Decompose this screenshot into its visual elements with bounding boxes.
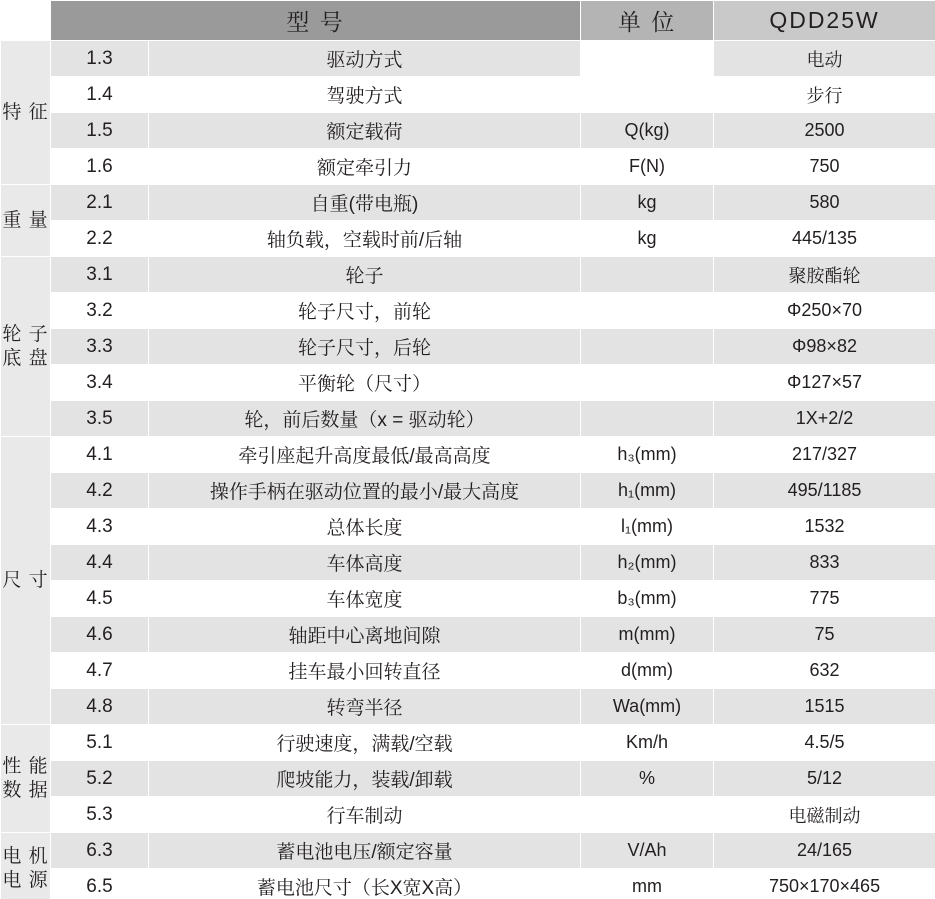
- table-row: [1, 617, 935, 653]
- row-value: 1532: [714, 509, 935, 545]
- row-description: 操作手柄在驱动位置的最小/最大高度: [149, 473, 581, 509]
- row-value: 833: [714, 545, 935, 581]
- row-description: 爬坡能力，装载/卸载: [149, 761, 581, 797]
- row-description: 自重(带电瓶): [149, 185, 581, 221]
- row-description: 挂车最小回转直径: [149, 653, 581, 689]
- row-number: 4.5: [51, 581, 149, 617]
- group-label-wheels: 轮 子 底 盘: [1, 257, 51, 437]
- row-value: 580: [714, 185, 935, 221]
- row-number: 1.3: [51, 41, 149, 77]
- group-label-performance: 性 能 数 据: [1, 725, 51, 833]
- row-unit: Q(kg): [581, 113, 714, 149]
- row-value: Φ127×57: [714, 365, 935, 401]
- row-value: 电磁制动: [714, 797, 935, 833]
- row-description: 车体宽度: [149, 581, 581, 617]
- row-value: Φ98×82: [714, 329, 935, 365]
- table-row: [1, 833, 935, 869]
- row-number: 3.3: [51, 329, 149, 365]
- row-unit: V/Ah: [581, 833, 714, 869]
- table-row: [1, 437, 935, 473]
- row-unit: mm: [581, 869, 714, 899]
- row-number: 1.4: [51, 77, 149, 113]
- row-description: 轴负载，空载时前/后轴: [149, 221, 581, 257]
- row-number: 4.2: [51, 473, 149, 509]
- row-unit: [581, 257, 714, 293]
- row-value: 聚胺酯轮: [714, 257, 935, 293]
- row-number: 3.2: [51, 293, 149, 329]
- table-row: [1, 293, 935, 329]
- table-row: [1, 221, 935, 257]
- table-row: [1, 41, 935, 77]
- group-label-features: 特 征: [1, 41, 51, 185]
- row-number: 6.3: [51, 833, 149, 869]
- table-row: [1, 257, 935, 293]
- table-row: [1, 473, 935, 509]
- row-description: 额定载荷: [149, 113, 581, 149]
- row-description: 额定牵引力: [149, 149, 581, 185]
- row-unit: h₂(mm): [581, 545, 714, 581]
- row-value: 24/165: [714, 833, 935, 869]
- row-description: 牵引座起升高度最低/最高高度: [149, 437, 581, 473]
- row-number: 2.2: [51, 221, 149, 257]
- row-description: 转弯半径: [149, 689, 581, 725]
- row-description: 总体长度: [149, 509, 581, 545]
- table-row: [1, 725, 935, 761]
- row-number: 3.5: [51, 401, 149, 437]
- table-row: [1, 761, 935, 797]
- row-number: 3.1: [51, 257, 149, 293]
- row-number: 4.7: [51, 653, 149, 689]
- row-description: 蓄电池尺寸（长X宽X高）: [149, 869, 581, 899]
- row-description: 驾驶方式: [149, 77, 581, 113]
- row-unit: [581, 797, 714, 833]
- row-value: 5/12: [714, 761, 935, 797]
- row-description: 轮子尺寸，前轮: [149, 293, 581, 329]
- table-header-row: [1, 1, 935, 41]
- header-blank-cell: [1, 1, 51, 41]
- row-value: 217/327: [714, 437, 935, 473]
- row-unit: [581, 77, 714, 113]
- header-unit: 单 位: [581, 1, 714, 41]
- row-value: 632: [714, 653, 935, 689]
- table-row: [1, 545, 935, 581]
- row-value: 750: [714, 149, 935, 185]
- row-unit: F(N): [581, 149, 714, 185]
- row-value: 1X+2/2: [714, 401, 935, 437]
- group-label-motor: 电 机 电 源: [1, 833, 51, 899]
- row-unit: h₃(mm): [581, 437, 714, 473]
- table-row: [1, 689, 935, 725]
- row-value: 电动: [714, 41, 935, 77]
- row-value: 775: [714, 581, 935, 617]
- group-label-weight: 重 量: [1, 185, 51, 257]
- row-description: 行车制动: [149, 797, 581, 833]
- row-value: 2500: [714, 113, 935, 149]
- header-product: QDD25W: [714, 1, 935, 41]
- row-unit: m(mm): [581, 617, 714, 653]
- group-label-dimensions: 尺 寸: [1, 437, 51, 725]
- row-number: 5.1: [51, 725, 149, 761]
- row-unit: %: [581, 761, 714, 797]
- row-unit: Km/h: [581, 725, 714, 761]
- row-value: 1515: [714, 689, 935, 725]
- row-value: 445/135: [714, 221, 935, 257]
- row-description: 轴距中心离地间隙: [149, 617, 581, 653]
- table-row: [1, 509, 935, 545]
- row-unit: l₁(mm): [581, 509, 714, 545]
- row-description: 轮子: [149, 257, 581, 293]
- row-unit: [581, 329, 714, 365]
- row-description: 轮，前后数量（x = 驱动轮）: [149, 401, 581, 437]
- row-unit: [581, 365, 714, 401]
- row-unit: kg: [581, 185, 714, 221]
- row-number: 2.1: [51, 185, 149, 221]
- row-unit: b₃(mm): [581, 581, 714, 617]
- row-unit: [581, 293, 714, 329]
- row-description: 轮子尺寸，后轮: [149, 329, 581, 365]
- row-description: 蓄电池电压/额定容量: [149, 833, 581, 869]
- row-unit: Wa(mm): [581, 689, 714, 725]
- row-description: 车体高度: [149, 545, 581, 581]
- row-number: 3.4: [51, 365, 149, 401]
- table-row: [1, 113, 935, 149]
- row-number: 4.6: [51, 617, 149, 653]
- table-row: [1, 329, 935, 365]
- row-description: 平衡轮（尺寸）: [149, 365, 581, 401]
- table-row: [1, 365, 935, 401]
- row-unit: d(mm): [581, 653, 714, 689]
- row-number: 5.3: [51, 797, 149, 833]
- row-description: 行驶速度，满载/空载: [149, 725, 581, 761]
- table-row: [1, 401, 935, 437]
- row-value: 495/1185: [714, 473, 935, 509]
- row-number: 1.5: [51, 113, 149, 149]
- table-row: [1, 797, 935, 833]
- row-unit: [581, 41, 714, 77]
- row-number: 1.6: [51, 149, 149, 185]
- table-row: [1, 581, 935, 617]
- row-number: 4.3: [51, 509, 149, 545]
- table-row: [1, 869, 935, 899]
- row-value: 75: [714, 617, 935, 653]
- row-value: Φ250×70: [714, 293, 935, 329]
- table-row: [1, 653, 935, 689]
- row-description: 驱动方式: [149, 41, 581, 77]
- header-model: 型 号: [51, 1, 581, 41]
- row-value: 步行: [714, 77, 935, 113]
- row-number: 4.8: [51, 689, 149, 725]
- table-row: [1, 149, 935, 185]
- row-unit: h₁(mm): [581, 473, 714, 509]
- row-unit: [581, 401, 714, 437]
- table-row: [1, 77, 935, 113]
- row-number: 4.4: [51, 545, 149, 581]
- row-number: 4.1: [51, 437, 149, 473]
- row-value: 4.5/5: [714, 725, 935, 761]
- row-unit: kg: [581, 221, 714, 257]
- row-value: 750×170×465: [714, 869, 935, 899]
- row-number: 5.2: [51, 761, 149, 797]
- table-row: [1, 185, 935, 221]
- row-number: 6.5: [51, 869, 149, 899]
